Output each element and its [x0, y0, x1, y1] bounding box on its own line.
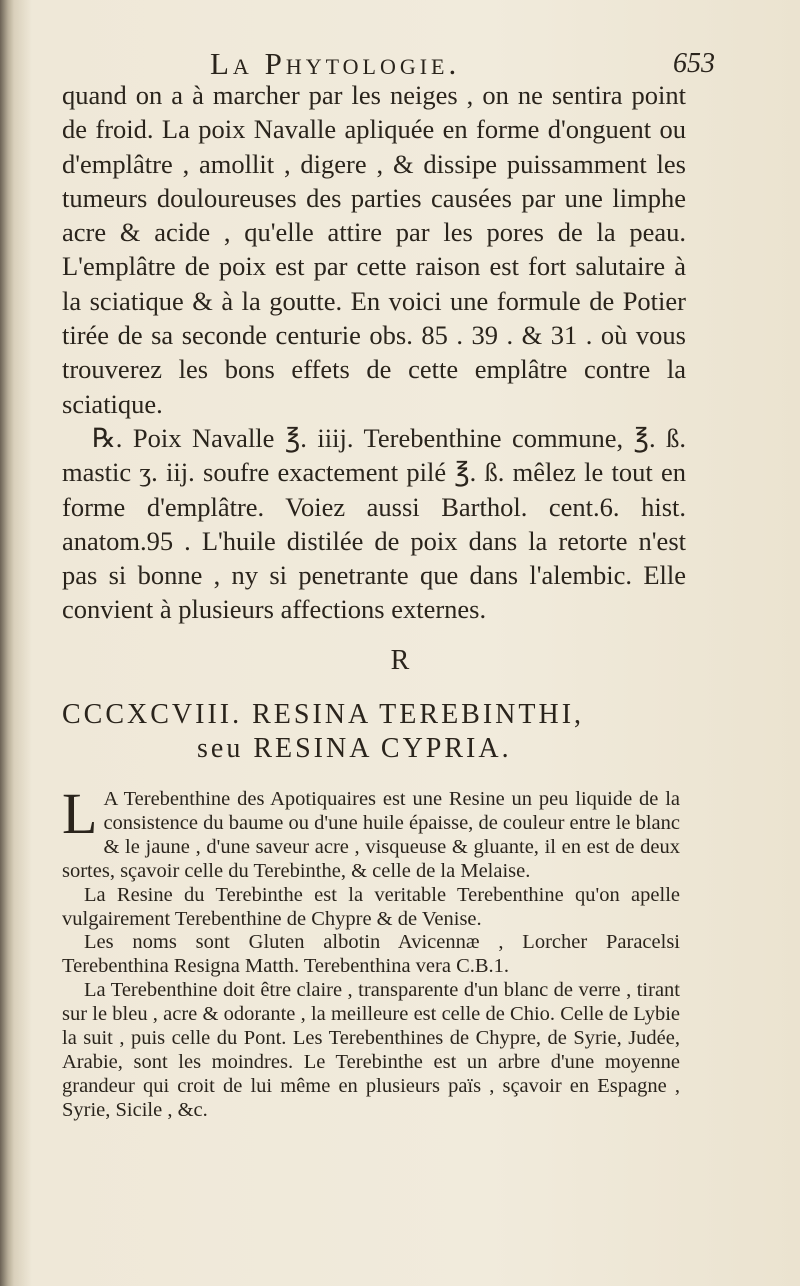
section-heading — [62, 698, 722, 766]
heading-line: seu RESINA CYPRIA. — [197, 733, 512, 764]
book-gutter — [0, 0, 14, 1286]
body-text-bottom — [62, 781, 680, 1123]
body-text-top — [62, 78, 686, 627]
paragraph: La Terebenthine doit être claire , transparente d'un blanc de verre , tirant sur le bleu , acre & odorante , la meilleure est celle de Chio. Celle de Lybie la suit , puis celle du Pont. Les Terebenthines de Chypre, de Syrie, Judée, Arabie, sont les moindres. Le Terebinthe est un arbre d'une moyenne grandeur qui croit de lui même en plusieurs païs , sçavoir en Espagne , Syrie, Sicile , &c. — [62, 979, 680, 1121]
paragraph — [62, 781, 680, 884]
running-title: La Phytologie. — [210, 46, 461, 81]
paragraph: quand on a à marcher par les neiges , on ne sentira point de froid. La poix Navalle apliquée en forme d'onguent ou d'emplâtre , amollit , digere , & dissipe puissamment les tumeurs douloureuses des parties causées par une limphe acre & acide , qu'elle attire par les pores de la peau. L'emplâtre de poix est par cette raison est fort salutaire à la sciatique & à la goutte. En voici une formule de Potier tirée de sa seconde centurie obs. 85 . 39 . & 31 . où vous trouverez les bons effets de cette emplâtre contre la sciatique. — [62, 80, 686, 419]
paragraph: Les noms sont Gluten albotin Avicennæ , Lorcher Paracelsi Terebenthina Resigna Matth. Terebenthina vera C.B.1. — [62, 931, 680, 978]
section-letter: R — [390, 645, 410, 676]
drop-cap: L — [62, 781, 98, 846]
paragraph: La Resine du Terebinthe est la veritable Terebenthine qu'on apelle vulgairement Terebenthine de Chypre & de Venise. — [62, 883, 680, 930]
paragraph: ℞. Poix Navalle ℥. iiij. Terebenthine commune, ℥. ß. mastic ʒ. iij. soufre exactement pilé ℥. ß. mêlez le tout en forme d'emplâtre. Voiez aussi Barthol. cent.6. hist. anatom.95 . L'huile distilée de poix dans la retorte n'est pas si bonne , ny si penetrante que dans l'alembic. Elle convient à plusieurs affections externes. — [62, 422, 686, 625]
page-number: 653 — [673, 48, 715, 79]
heading-line: CCCXCVIII. RESINA TEREBINTHI, — [62, 699, 585, 730]
paragraph-text: A Terebenthine des Apotiquaires est une Resine un peu liquide de la consistence du baume ou d'une huile épaisse, de couleur entre le blanc & le jaune , d'une saveur acre , visqueuse & gluante, il en est de deux sortes, sçavoir celle du Terebinthe, & celle de la Melaise. — [62, 788, 680, 882]
